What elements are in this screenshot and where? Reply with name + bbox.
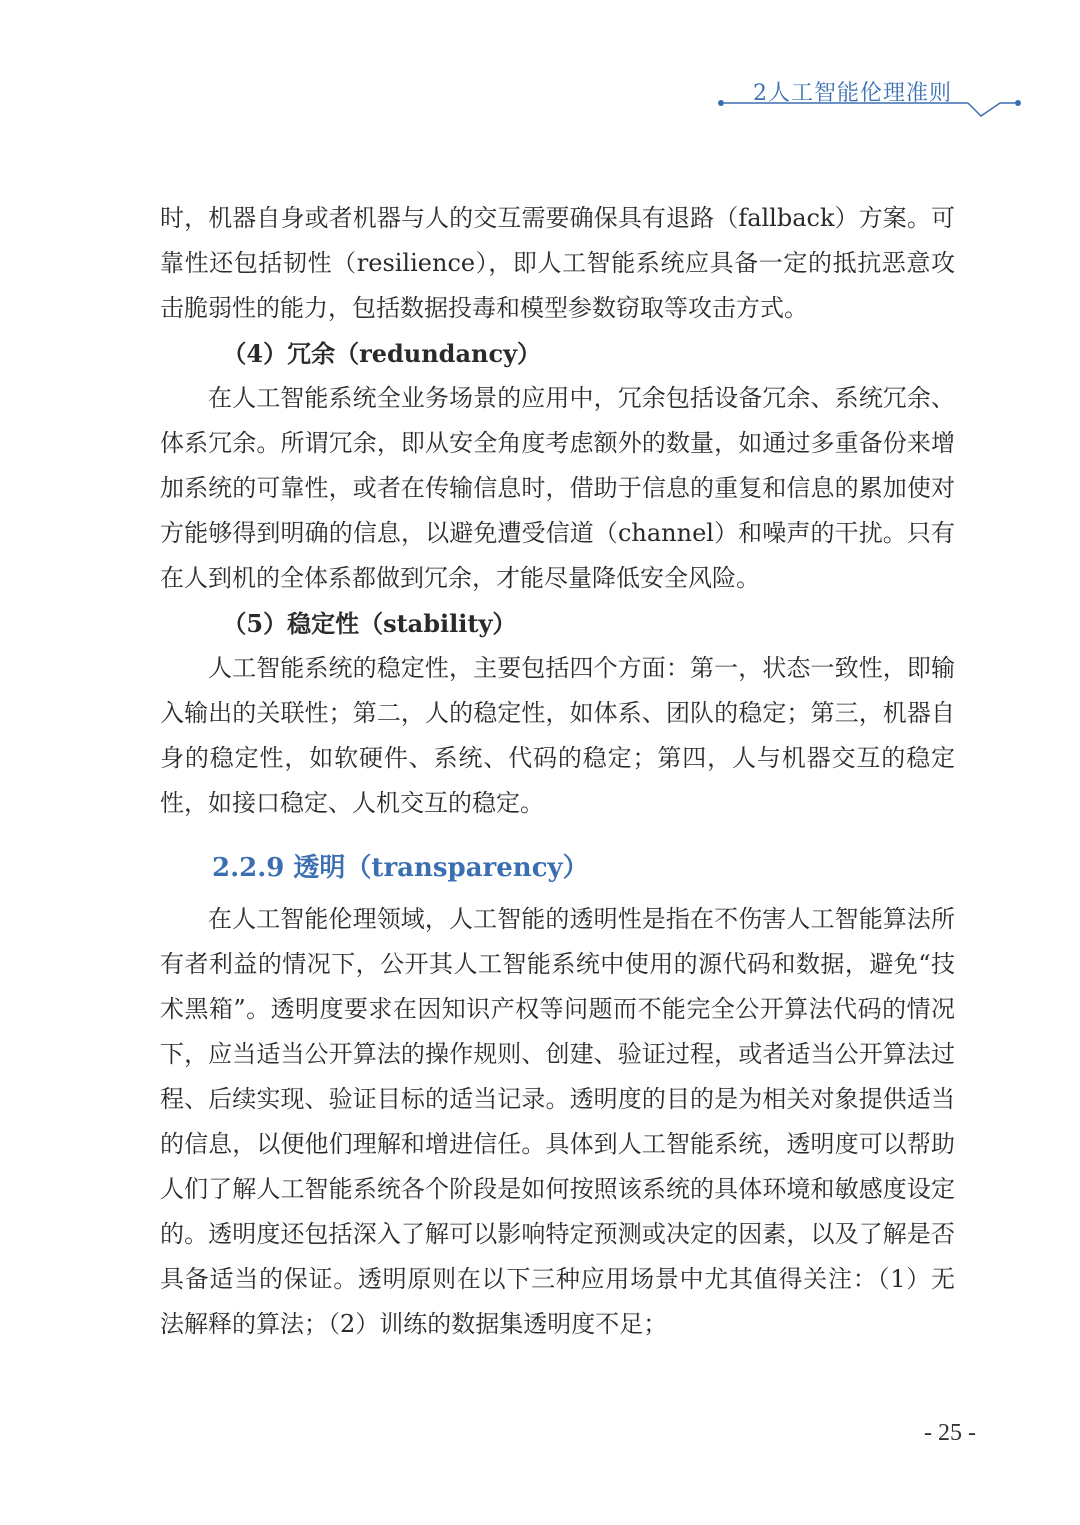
paragraph-stability: 人工智能系统的稳定性，主要包括四个方面：第一，状态一致性，即输入输出的关联性；第二，人的稳定性，如体系、团队的稳定；第三，机器自身的稳定性，如软硬件、系统、代码的稳定；第四，人与机器交互的稳定性，如接口稳定、人机交互的稳定。 <box>160 654 955 817</box>
section-heading-transparency: 2.2.9 透明（transparency） <box>212 853 589 883</box>
page-content <box>160 196 955 1347</box>
paragraph-transparency: 在人工智能伦理领域，人工智能的透明性是指在不伤害人工智能算法所有者利益的情况下，公开其人工智能系统中使用的源代码和数据，避免“技术黑箱”。透明度要求在因知识产权等问题而不能完全公开算法代码的情况下，应当适当公开算法的操作规则、创建、验证过程，或者适当公开算法过程、后续实现、验证目标的适当记录。透明度的目的是为相关对象提供适当的信息，以便他们理解和增进信任。具体到人工智能系统，透明度可以帮助人们了解人工智能系统各个阶段是如何按照该系统的具体环境和敏感度设定的。透明度还包括深入了解可以影响特定预测或决定的因素，以及了解是否具备适当的保证。透明原则在以下三种应用场景中尤其值得关注：（1）无法解释的算法；（2）训练的数据集透明度不足； <box>160 905 955 1338</box>
subheading-stability: （5）稳定性（stability） <box>222 609 517 638</box>
header-rule <box>0 0 1080 130</box>
page-number: - 25 - <box>924 1420 976 1446</box>
paragraph-reliability: 时，机器自身或者机器与人的交互需要确保具有退路（fallback）方案。可靠性还包括韧性（resilience），即人工智能系统应具备一定的抵抗恶意攻击脆弱性的能力，包括数据投毒和模型参数窃取等攻击方式。 <box>160 204 955 322</box>
subheading-redundancy: （4）冗余（redundancy） <box>222 339 542 368</box>
chapter-title: 2人工智能伦理准则 <box>753 81 952 106</box>
paragraph-redundancy: 在人工智能系统全业务场景的应用中，冗余包括设备冗余、系统冗余、体系冗余。所谓冗余，即从安全角度考虑额外的数量，如通过多重备份来增加系统的可靠性，或者在传输信息时，借助于信息的重复和信息的累加使对方能够得到明确的信息，以避免遭受信道（channel）和噪声的干扰。只有在人到机的全体系都做到冗余，才能尽量降低安全风险。 <box>160 384 955 592</box>
